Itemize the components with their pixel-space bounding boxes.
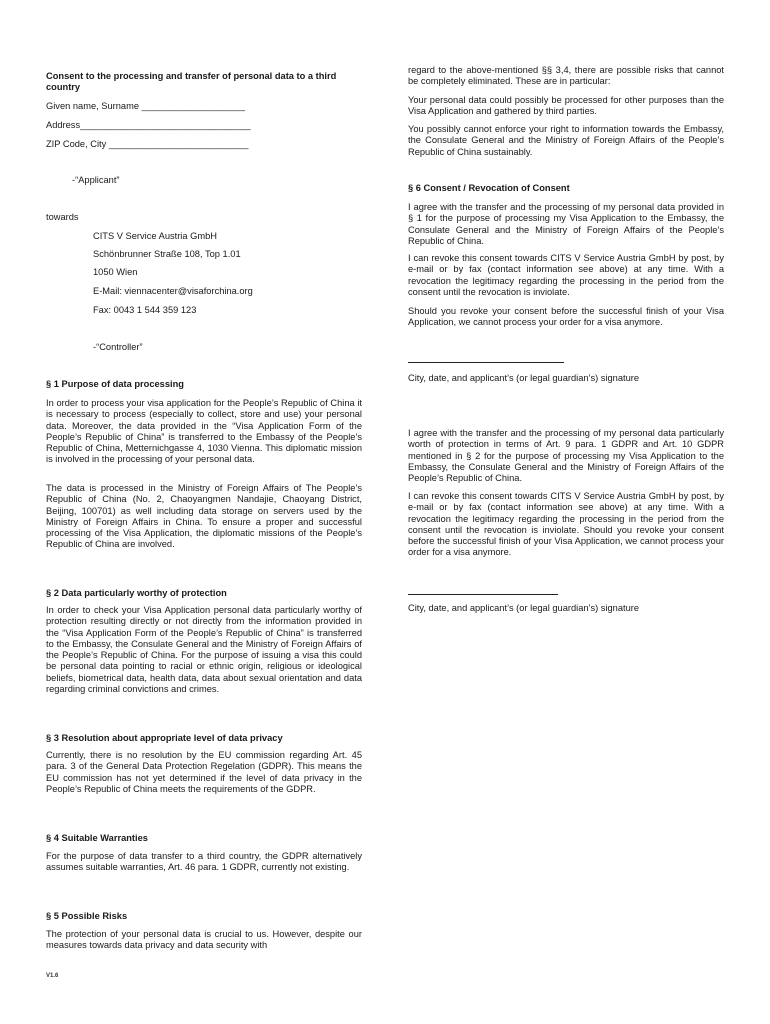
section-1-heading: § 1 Purpose of data processing bbox=[46, 379, 184, 389]
section-6-paragraph-5: I can revoke this consent towards CITS V Service Austria GmbH by post, by e-mail or by fax (contact information see above) at any time. With a revocation the legitimacy regarding the processing in the period from the consent until the revocation is inviolate. Should you revoke your consent before the successful finish of your Visa Application, we cannot process your order for a visa anymore. bbox=[408, 491, 724, 558]
controller-label: -“Controller” bbox=[93, 342, 143, 352]
zip-city-field[interactable]: ZIP Code, City ___________________________ bbox=[46, 139, 249, 149]
section-6-paragraph-4: I agree with the transfer and the processing of my personal data particularly worth of protection in terms of Art. 9 para. 1 GDPR and Art. 10 GDPR mentioned in § 2 for the purpose of processing my Visa Application to the Embassy, the Consulate General and the Ministry of Foreign Affairs of the People’s Republic of China. bbox=[408, 428, 724, 484]
section-4-paragraph-1: For the purpose of data transfer to a third country, the GDPR alternatively assumes suitable warranties, Art. 46 para. 1 GDPR, currently not existing. bbox=[46, 851, 362, 873]
section-5-paragraph-2: Your personal data could possibly be processed for other purposes than the Visa Application and gathered by third parties. bbox=[408, 95, 724, 117]
right-column bbox=[408, 0, 724, 1024]
controller-fax: Fax: 0043 1 544 359 123 bbox=[93, 305, 197, 315]
section-2-heading: § 2 Data particularly worthy of protection bbox=[46, 588, 227, 598]
address-field[interactable]: Address_________________________________ bbox=[46, 120, 251, 130]
applicant-label: -“Applicant” bbox=[72, 175, 120, 185]
section-5-paragraph-3: You possibly cannot enforce your right to information towards the Embassy, the Consulate General and the Ministry of Foreign Affairs of the People’s Republic of China sustainably. bbox=[408, 124, 724, 157]
left-column bbox=[46, 0, 362, 1024]
section-6-heading: § 6 Consent / Revocation of Consent bbox=[408, 183, 570, 193]
given-name-field[interactable]: Given name, Surname ____________________ bbox=[46, 101, 246, 111]
section-6-paragraph-2: I can revoke this consent towards CITS V Service Austria GmbH by post, by e-mail or by fax (contact information see above) at any time. With a revocation the legitimacy regarding the processing in the period from the consent until the revocation is inviolate. bbox=[408, 253, 724, 297]
controller-email: E-Mail: viennacenter@visaforchina.org bbox=[93, 286, 253, 296]
controller-city: 1050 Wien bbox=[93, 267, 138, 277]
signature-line-2[interactable] bbox=[408, 594, 558, 595]
section-5-paragraph-1: The protection of your personal data is crucial to us. However, despite our measures towards data privacy and data security with bbox=[46, 929, 362, 951]
document-title: Consent to the processing and transfer of personal data to a third country bbox=[46, 71, 337, 92]
section-6-paragraph-3: Should you revoke your consent before the successful finish of your Visa Application, we cannot process your order for a visa anymore. bbox=[408, 306, 724, 328]
section-4-heading: § 4 Suitable Warranties bbox=[46, 833, 148, 843]
section-1-paragraph-2: The data is processed in the Ministry of Foreign Affairs of The People’s Republic of China (No. 2, Chaoyangmen Nandajie, Chaoyang District, Beijing, 100701) as well including data storage on servers used by the Ministry of Foreign Affairs in China. To ensure a proper and successful processing of the Visa Application, the diplomatic missions of the People’s Republic of China are involved. bbox=[46, 483, 362, 550]
section-5-heading: § 5 Possible Risks bbox=[46, 911, 128, 921]
signature-line-1[interactable] bbox=[408, 362, 564, 363]
section-1-paragraph-1: In order to process your visa application for the People’s Republic of China it is necessary to process (especially to collect, store and use) your personal data. Moreover, the data provided in the “Visa Application Form of the People’s Republic of China” is transferred to the Embassy of the People’s Republic of China, Metternichgasse 4, 1030 Vienna. This diplomatic mission is involved in the processing of your personal data. bbox=[46, 398, 362, 465]
section-3-heading: § 3 Resolution about appropriate level of data privacy bbox=[46, 733, 283, 743]
towards-label: towards bbox=[46, 212, 79, 222]
section-6-paragraph-1: I agree with the transfer and the processing of my personal data provided in § 1 for the purpose of processing my Visa Application to the Embassy, the Consulate General and the Ministry of Foreign Affairs of the People’s Republic of China. bbox=[408, 202, 724, 246]
controller-street: Schönbrunner Straße 108, Top 1.01 bbox=[93, 249, 241, 259]
section-5-paragraph-1-continued: regard to the above-mentioned §§ 3,4, there are possible risks that cannot be completely eliminated. These are in particular: bbox=[408, 65, 724, 87]
version-label: V1.6 bbox=[46, 973, 59, 979]
controller-name: CITS V Service Austria GmbH bbox=[93, 231, 217, 241]
section-2-paragraph-1: In order to check your Visa Application personal data particularly worthy of protection resulting directly or not directly from the information provided in the “Visa Application Form of the People’s Republic of China” is transferred to the Embassy, the Consulate General and the Ministry of Foreign Affairs of the People’s Republic of China. For the purpose of issuing a visa this could be personal data pointing to racial or ethnic origin, religious or ideological beliefs, biometrical data, health data, data about sexual orientation and data regarding criminal convictions and crimes. bbox=[46, 605, 362, 695]
signature-caption-1: City, date, and applicant’s (or legal guardian’s) signature bbox=[408, 373, 640, 383]
section-3-paragraph-1: Currently, there is no resolution by the EU commission regarding Art. 45 para. 3 of the General Data Protection Regelation (GDPR). This means the EU commission has not yet determined if the level of data privacy in the People’s Republic of China meets the requirements of the GDPR. bbox=[46, 750, 362, 794]
signature-caption-2: City, date, and applicant’s (or legal guardian’s) signature bbox=[408, 603, 640, 613]
